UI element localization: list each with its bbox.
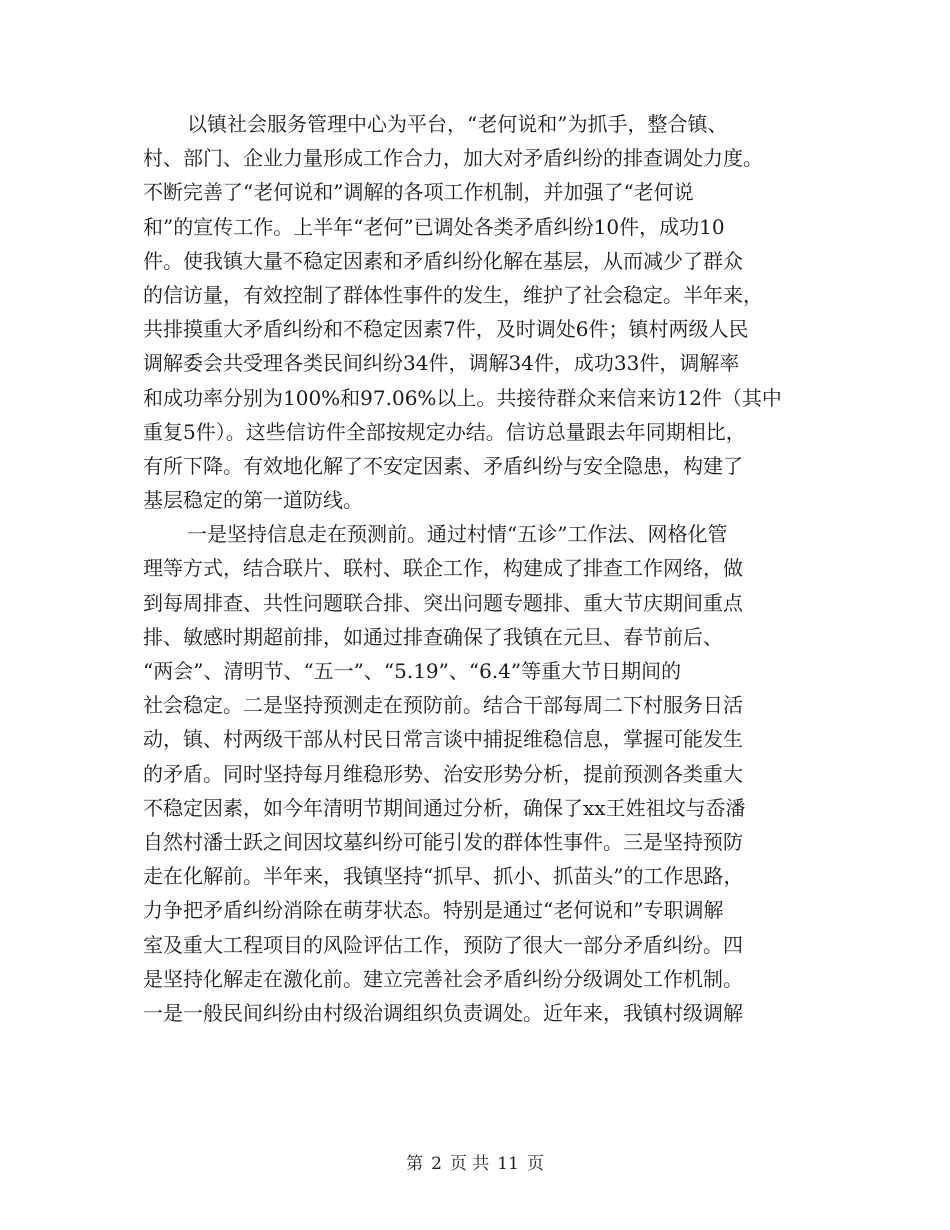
paragraph-2-line: 一是坚持信息走在预测前。通过村情“五诊”工作法、网格化管 (187, 522, 728, 547)
paragraph-1-line: 以镇社会服务管理中心为平台，“老何说和”为抓手，整合镇、 (187, 112, 728, 136)
body-text (143, 107, 810, 1030)
paragraph-1-line: 和成功率分别为100%和97.06%以上。共接待群众来信来访12件（其中 (143, 385, 782, 410)
paragraph-1-line: 和”的宣传工作。上半年“老何”已调处各类矛盾纠纷10件，成功10 (143, 214, 725, 239)
paragraph-1-line: 重复5件）。这些信访件全部按规定办结。信访总量跟去年同期相比， (143, 419, 746, 444)
footer-prefix: 第 (406, 1154, 424, 1174)
paragraph-2-line: 一是一般民间纠纷由村级治调组织负责调处。近年来，我镇村级调解 (143, 1000, 743, 1025)
footer-middle: 页 共 (449, 1154, 490, 1174)
paragraph-1-line: 共排摸重大矛盾纠纷和不稳定因素7件，及时调处6件；镇村两级人民 (143, 317, 749, 342)
paragraph-2-line: 不稳定因素，如今年清明节期间通过分析，确保了xx王姓祖坟与岙潘 (143, 795, 746, 820)
paragraph-1-line: 基层稳定的第一道防线。 (143, 488, 363, 513)
paragraph-2-line: 力争把矛盾纠纷消除在萌芽状态。特别是通过“老何说和”专职调解 (143, 898, 724, 923)
paragraph-2-line: 自然村潘士跃之间因坟墓纠纷可能引发的群体性事件。三是坚持预防 (143, 829, 743, 854)
footer-total-pages: 11 (497, 1154, 519, 1174)
page-footer (0, 1152, 950, 1176)
paragraph-2-line: 社会稳定。二是坚持预测走在预防前。结合干部每周二下村服务日活 (143, 693, 743, 718)
paragraph-2-line: 动，镇、村两级干部从村民日常言谈中捕捉维稳信息，掌握可能发生 (143, 727, 743, 752)
footer-page-number: 2 (431, 1154, 442, 1174)
paragraph-2-line: 到每周排查、共性问题联合排、突出问题专题排、重大节庆期间重点 (143, 590, 743, 615)
paragraph-1-line: 不断完善了“老何说和”调解的各项工作机制，并加强了“老何说 (143, 180, 694, 205)
paragraph-2-line: 理等方式，结合联片、联村、联企工作，构建成了排查工作网络，做 (143, 556, 743, 581)
paragraph-2-line: 是坚持化解走在激化前。建立完善社会矛盾纠纷分级调处工作机制。 (143, 966, 743, 991)
paragraph-1-line: 调解委会共受理各类民间纠纷34件，调解34件，成功33件，调解率 (143, 351, 740, 376)
paragraph-1-line: 村、部门、企业力量形成工作合力，加大对矛盾纠纷的排查调处力度。 (143, 146, 763, 171)
paragraph-2-line: “两会”、清明节、“五一”、“5.19”、“6.4”等重大节日期间的 (143, 659, 682, 683)
paragraph-2-line: 排、敏感时期超前排，如通过排查确保了我镇在元旦、春节前后、 (143, 624, 723, 649)
paragraph-1-line: 件。使我镇大量不稳定因素和矛盾纠纷化解在基层，从而减少了群众 (143, 248, 743, 273)
paragraph-2-line: 的矛盾。同时坚持每月维稳形势、治安形势分析，提前预测各类重大 (143, 761, 743, 786)
paragraph-1-line: 有所下降。有效地化解了不安定因素、矛盾纠纷与安全隐患，构建了 (143, 453, 743, 478)
paragraph-2-line: 室及重大工程项目的风险评估工作，预防了很大一部分矛盾纠纷。四 (143, 932, 743, 957)
footer-suffix: 页 (526, 1154, 544, 1174)
paragraph-2-line: 走在化解前。半年来，我镇坚持“抓早、抓小、抓苗头”的工作思路， (143, 864, 744, 889)
paragraph-1-line: 的信访量，有效控制了群体性事件的发生，维护了社会稳定。半年来， (143, 282, 763, 307)
